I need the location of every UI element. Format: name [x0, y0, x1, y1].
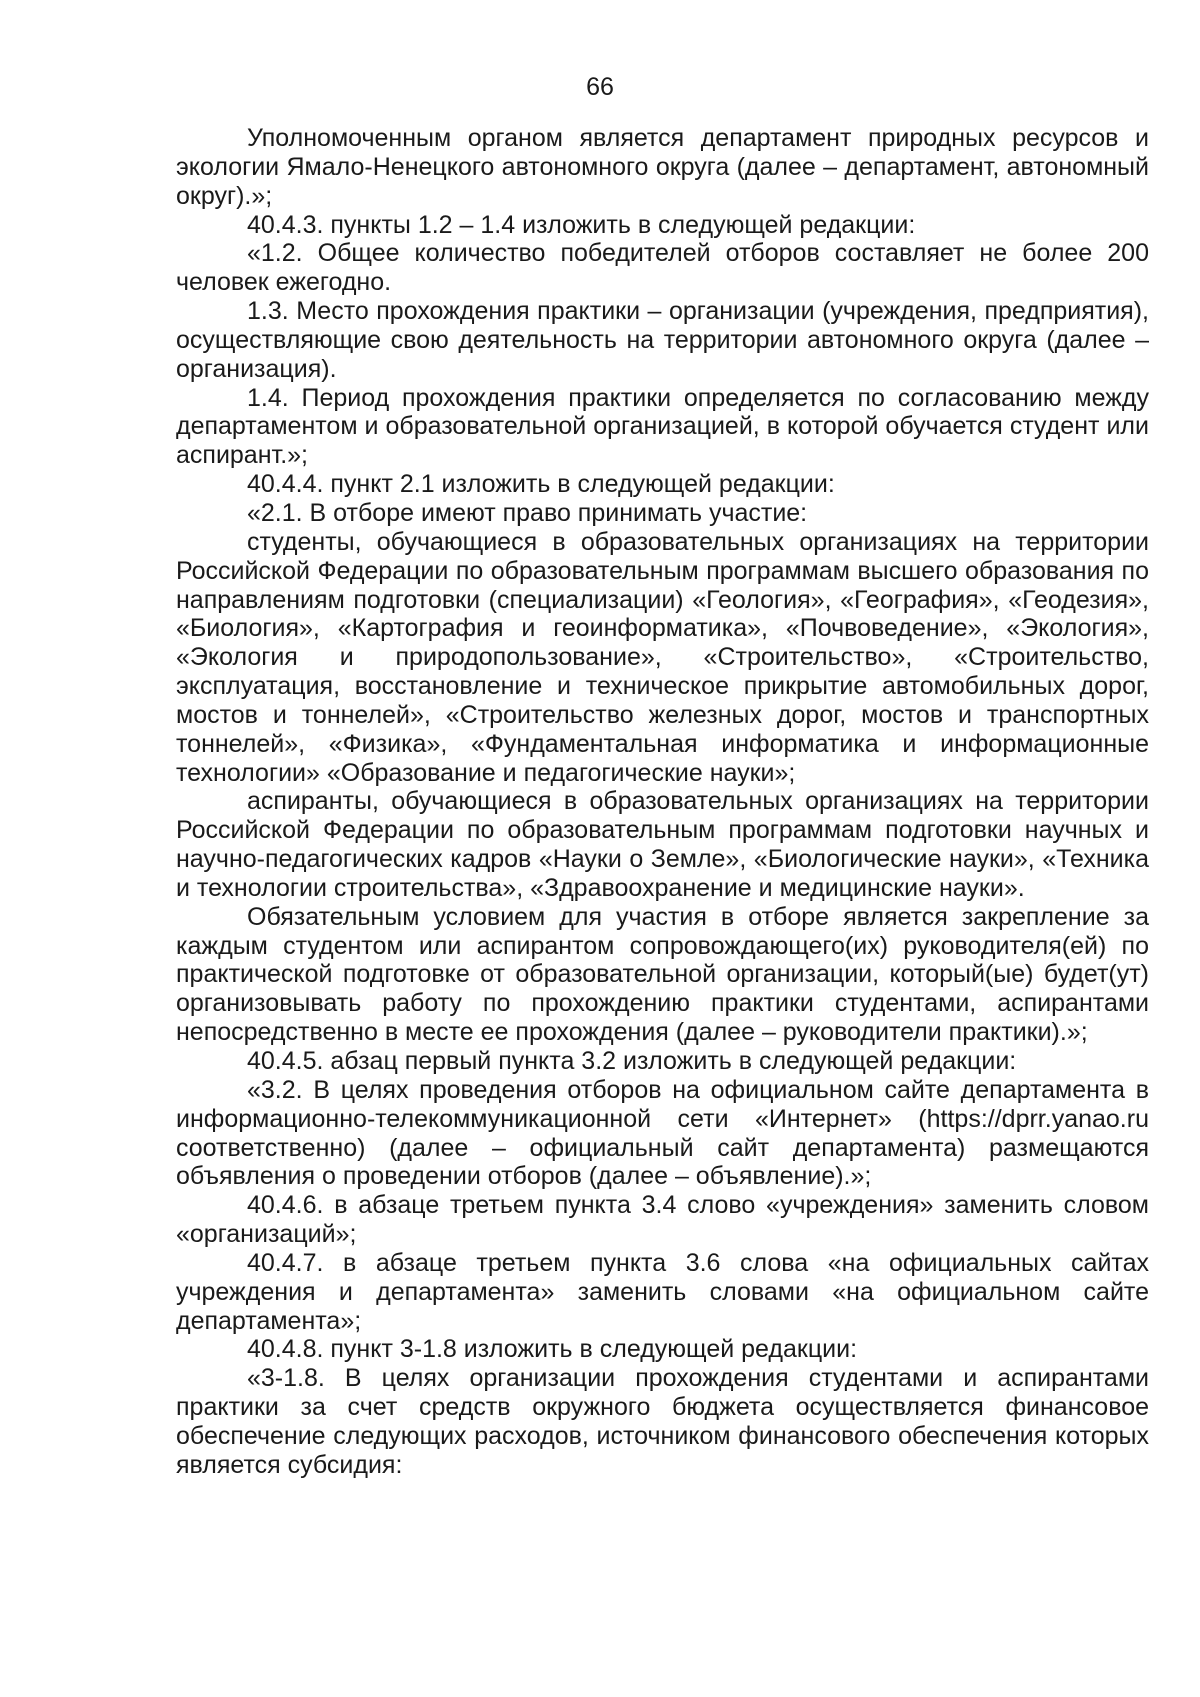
paragraph: 1.4. Период прохождения практики определяется по согласованию между департаментом и образовательной организацией, в которой обучается студент или аспирант.»;: [176, 383, 1149, 470]
paragraph: 40.4.3. пункты 1.2 – 1.4 изложить в следующей редакции:: [247, 210, 916, 239]
paragraph: Уполномоченным органом является департамент природных ресурсов и экологии Ямало-Ненецкого автономного округа (далее – департамент, автономный округ).»;: [176, 124, 1149, 210]
paragraph: 40.4.8. пункт 3-1.8 изложить в следующей редакции:: [247, 1335, 858, 1364]
document-body: [176, 124, 1149, 1480]
paragraph: «1.2. Общее количество победителей отборов составляет не более 200 человек ежегодно.: [176, 239, 1149, 297]
paragraph: 40.4.7. в абзаце третьем пункта 3.6 слова «на официальных сайтах учреждения и департамента» заменить словами «на официальном сайте департамента»;: [176, 1248, 1149, 1335]
paragraph: «3.2. В целях проведения отборов на официальном сайте департамента в информационно-телекоммуникационной сети «Интернет» (https://dprr.yanao.ru соответственно) (далее – официальный сайт департамента) размещаются объявления о проведении отборов (далее – объявление).»;: [176, 1075, 1149, 1191]
paragraph: Обязательным условием для участия в отборе является закрепление за каждым студентом или аспирантом сопровождающего(их) руководителя(ей) по практической подготовке от образовательной организации, который(ые) будет(ут) организовывать работу по прохождению практики студентами, аспирантами непосредственно в месте ее прохождения (далее – руководители практики).»;: [176, 902, 1149, 1047]
paragraph: «3-1.8. В целях организации прохождения студентами и аспирантами практики за счет средств окружного бюджета осуществляется финансовое обеспечение следующих расходов, источником финансового обеспечения которых является субсидия:: [176, 1364, 1149, 1479]
paragraph: студенты, обучающиеся в образовательных организациях на территории Российской Федерации по образовательным программам высшего образования по направлениям подготовки (специализации) «Геология», «География», «Геодезия», «Биология», «Картография и геоинформатика», «Почвоведение», «Экология», «Экология и природопользование», «Строительство», «Строительство, эксплуатация, восстановление и техническое прикрытие автомобильных дорог, мостов и тоннелей», «Строительство железных дорог, мостов и транспортных тоннелей», «Физика», «Фундаментальная информатика и информационные технологии» «Образование и педагогические науки»;: [176, 527, 1149, 787]
paragraph: 1.3. Место прохождения практики – организации (учреждения, предприятия), осуществляющие свою деятельность на территории автономного округа (далее – организация).: [176, 297, 1149, 383]
paragraph: 40.4.6. в абзаце третьем пункта 3.4 слово «учреждения» заменить словом «организаций»;: [176, 1191, 1149, 1249]
paragraph: 40.4.5. абзац первый пункта 3.2 изложить в следующей редакции:: [247, 1047, 1017, 1075]
paragraph: аспиранты, обучающиеся в образовательных организациях на территории Российской Федерации по образовательным программам подготовки научных и научно-педагогических кадров «Науки о Земле», «Биологические науки», «Техника и технологии строительства», «Здравоохранение и медицинские науки».: [176, 787, 1149, 902]
page-number: 66: [586, 73, 614, 101]
paragraph: 40.4.4. пункт 2.1 изложить в следующей редакции:: [247, 470, 835, 499]
paragraph: «2.1. В отборе имеют право принимать участие:: [247, 498, 808, 527]
